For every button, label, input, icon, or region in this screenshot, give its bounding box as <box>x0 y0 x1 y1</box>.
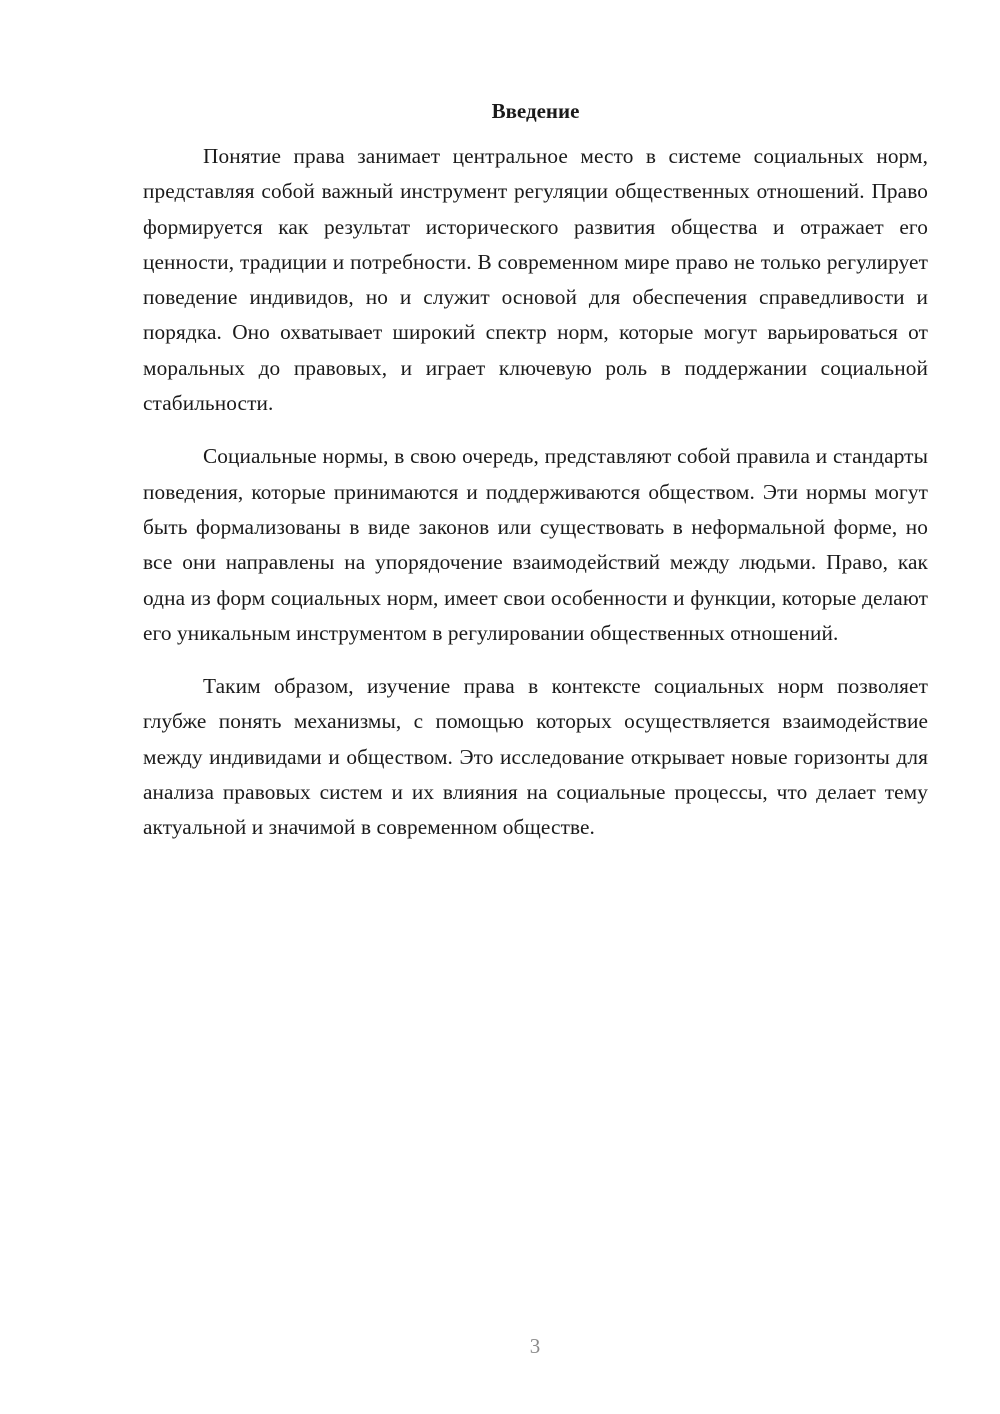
section-heading: Введение <box>491 99 580 123</box>
paragraph-3: Таким образом, изучение права в контексте социальных норм позволяет глубже понять механизмы, с помощью которых осуществляется взаимодействие между индивидами и обществом. Это исследование открывает новые горизонты для анализа правовых систем и их влияния на социальные процессы, что делает тему актуальной и значимой в современном обществе. <box>143 674 928 840</box>
page-number: 3 <box>529 1334 541 1358</box>
page-content <box>143 96 928 864</box>
paragraph-2: Социальные нормы, в свою очередь, представляют собой правила и стандарты поведения, которые принимаются и поддерживаются обществом. Эти нормы могут быть формализованы в виде законов или существовать в неформальной форме, но все они направлены на упорядочение взаимодействий между людьми. Право, как одна из форм социальных норм, имеет свои особенности и функции, которые делают его уникальным инструментом в регулировании общественных отношений. <box>143 444 928 645</box>
paragraph-1: Понятие права занимает центральное место в системе социальных норм, представляя собой важный инструмент регуляции общественных отношений. Право формируется как результат исторического развития общества и отражает его ценности, традиции и потребности. В современном мире право не только регулирует поведение индивидов, но и служит основой для обеспечения справедливости и порядка. Оно охватывает широкий спектр норм, которые могут варьироваться от моральных до правовых, и играет ключевую роль в поддержании социальной стабильности. <box>143 144 928 416</box>
